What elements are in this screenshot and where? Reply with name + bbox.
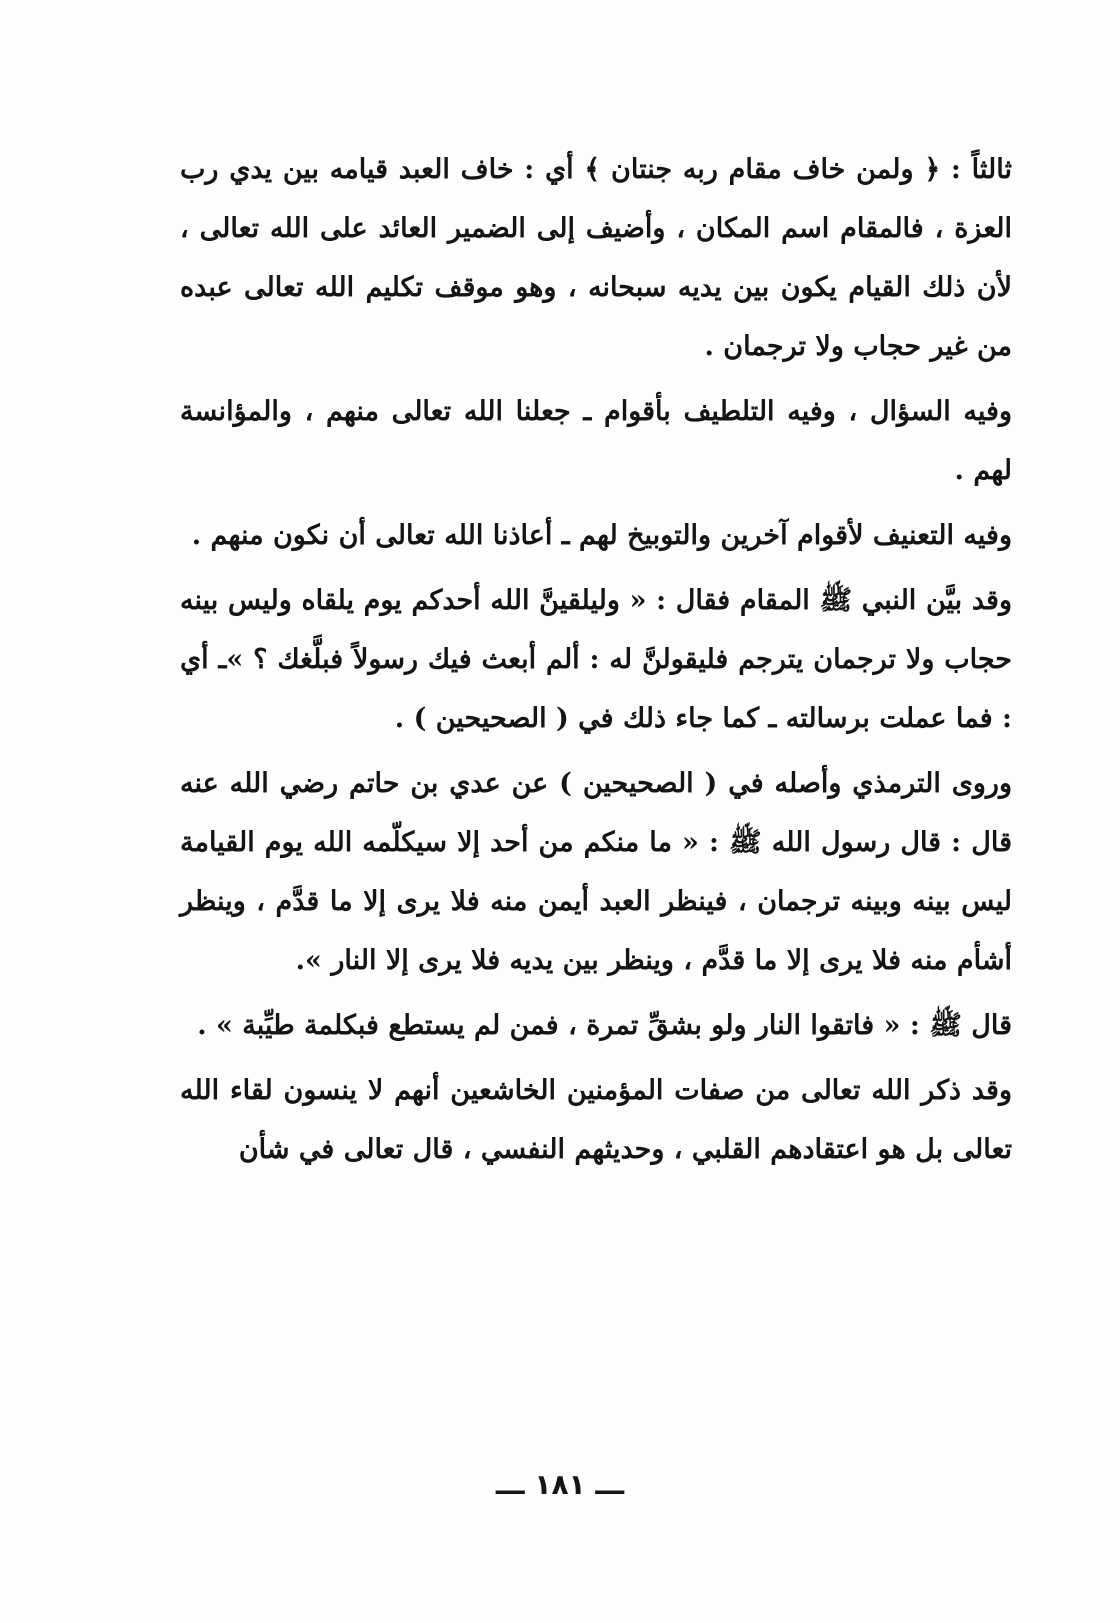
paragraph-6: قال ﷺ : « فاتقوا النار ولو بشقِّ تمرة ، فمن لم يستطع فبكلمة طيِّبة » .: [197, 1010, 1012, 1041]
paragraph-5: وروى الترمذي وأصله في ( الصحيحين ) عن عدي بن حاتم رضي الله عنه قال : قال رسول الله ﷺ : « ما منكم من أحد إلا سيكلّمه الله يوم القيامة ليس بينه وبينه ترجمان ، فينظر العبد أيمن منه فلا يرى إلا ما قدَّم ، وينظر أشأم منه فلا يرى إلا ما قدَّم ، وينظر بين يديه فلا يرى إلا النار ».: [180, 768, 1012, 976]
paragraph-3: وفيه التعنيف لأقوام آخرين والتوبيخ لهم ـ أعاذنا الله تعالى أن نكون منهم .: [191, 520, 1012, 551]
body-text: [180, 140, 1012, 1179]
paragraph-1: ثالثاً : ﴿ ولمن خاف مقام ربه جنتان ﴾ أي : خاف العبد قيامه بين يدي رب العزة ، فالمقام اسم المكان ، وأضيف إلى الضمير العائد على الله تعالى ، لأن ذلك القيام يكون بين يديه سبحانه ، وهو موقف تكليم الله تعالى عبده من غير حجاب ولا ترجمان .: [180, 154, 1012, 362]
paragraph-4: وقد بيَّن النبي ﷺ المقام فقال : « وليلقينَّ الله أحدكم يوم يلقاه وليس بينه حجاب ولا ترجمان يترجم فليقولنَّ له : ألم أبعث فيك رسولاً فبلَّغك ؟ »ـ أي : فما عملت برسالته ـ كما جاء ذلك في ( الصحيحين ) .: [180, 585, 1012, 734]
paragraph-7: وقد ذكر الله تعالى من صفات المؤمنين الخاشعين أنهم لا ينسون لقاء الله تعالى بل هو اعتقادهم القلبي ، وحديثهم النفسي ، قال تعالى في شأن: [180, 1075, 1012, 1165]
paragraph-2: وفيه السؤال ، وفيه التلطيف بأقوام ـ جعلنا الله تعالى منهم ، والمؤانسة لهم .: [180, 396, 1012, 486]
page-number: ـــ ١٨١ ـــ: [495, 1468, 625, 1501]
